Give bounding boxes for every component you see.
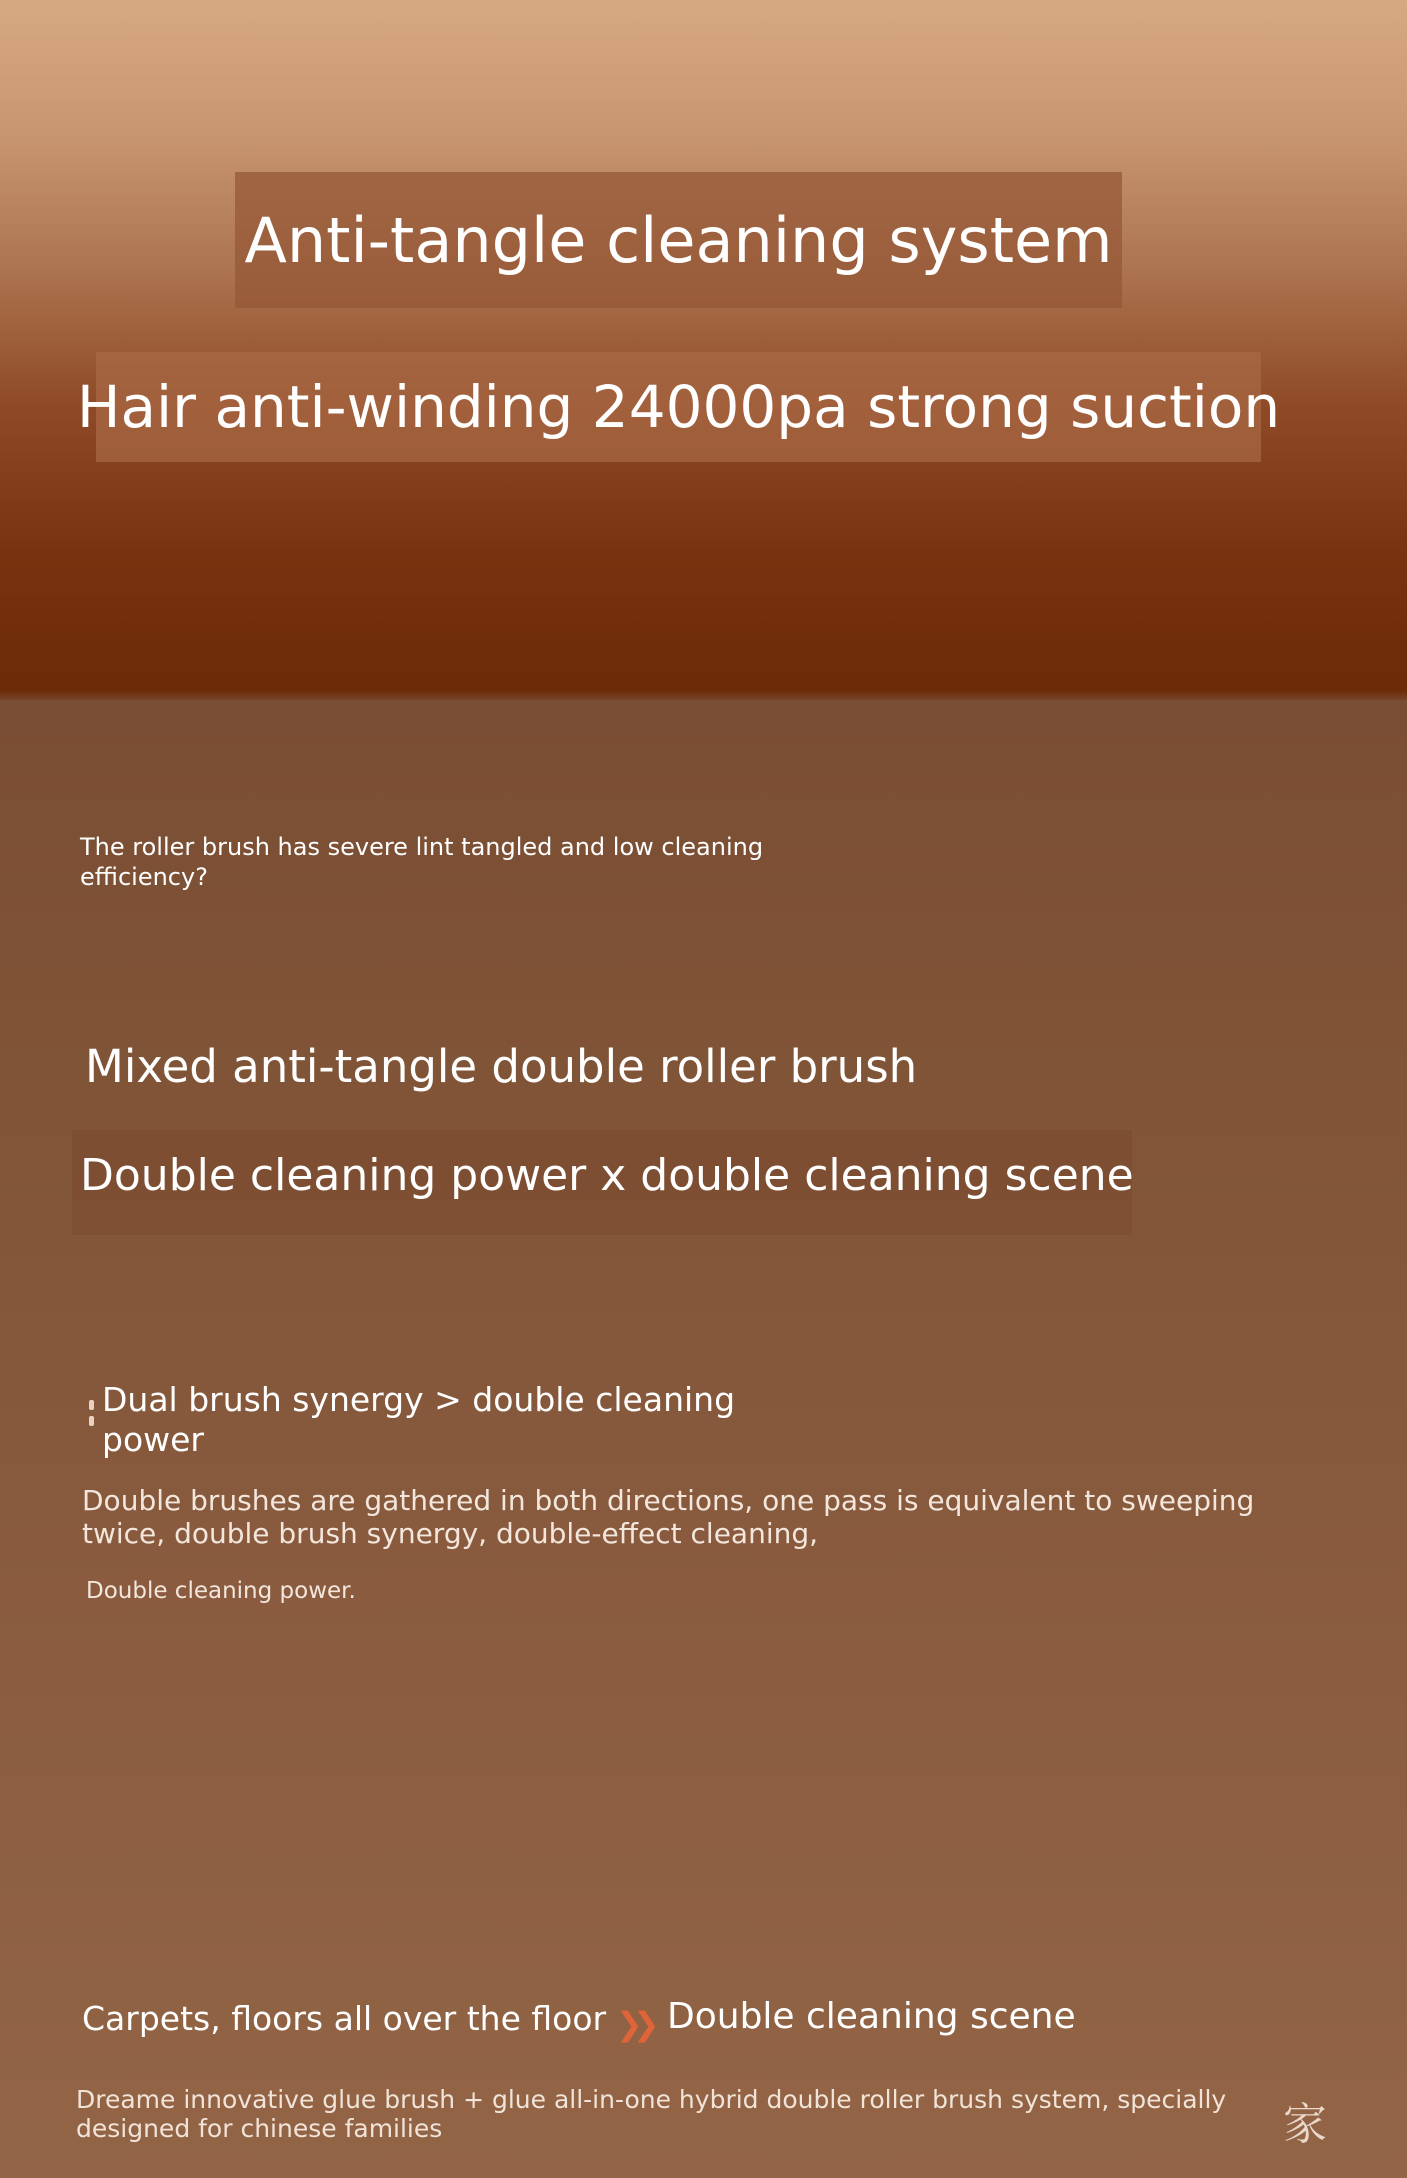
scene-right-label: Double cleaning scene [667,1996,1076,2037]
scene-left-label: Carpets, floors all over the floor [82,1999,607,2038]
cn-character: 家 [1283,2099,1327,2150]
hero-banner [0,0,1407,697]
double-chevron-right-icon: ❯❯ [616,2005,650,2043]
point-description: Double brushes are gathered in both directions, one pass is equivalent to sweeping twice, double brush synergy, double-effect cleaning, [82,1484,1255,1550]
hero-subtitle: Hair anti-winding 24000pa strong suction [96,352,1261,462]
point-title: Dual brush synergy > double cleaning power [102,1380,736,1459]
bullet-icon [86,1394,96,1446]
problem-question: The roller brush has severe lint tangled and low cleaning efficiency? [80,833,764,891]
hero-title: Anti-tangle cleaning system [235,172,1122,308]
scene-description: Dreame innovative glue brush + glue all-in-one hybrid double roller brush system, specially designed for chinese families [76,2085,1227,2143]
point-description-end: Double cleaning power. [86,1578,356,1604]
feature-heading: Mixed anti-tangle double roller brush [85,1040,918,1093]
feature-tagline: Double cleaning power x double cleaning scene [80,1150,1134,1201]
